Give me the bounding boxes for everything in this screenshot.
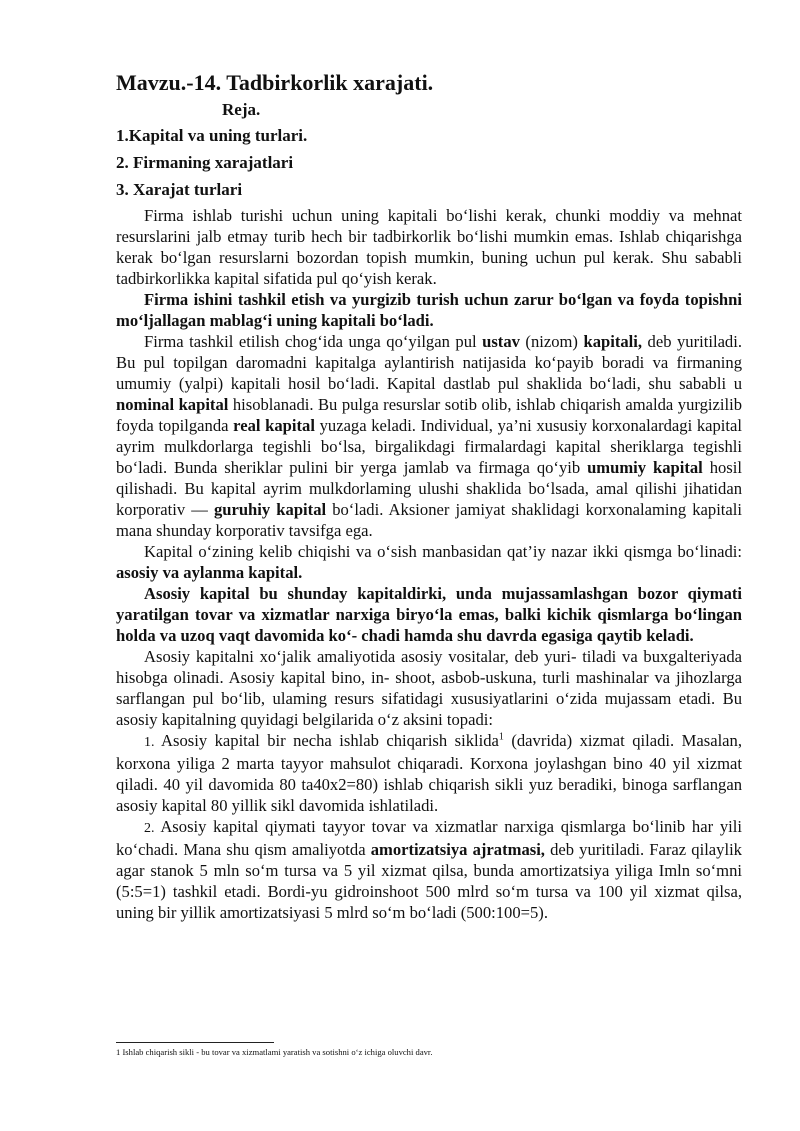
list-number-2: 2.	[144, 821, 155, 836]
definition-text: Firma ishini tashkil etish va yurgizib turish uchun zarur bo‘lgan va foyda topishni mo‘ljallagan mablag‘i uning kapitali bo‘ladi.	[116, 290, 742, 330]
footnote-divider	[116, 1042, 274, 1043]
term-umumiy-kapital: umumiy kapital	[587, 458, 703, 477]
p3-text-1: Firma tashkil etilish chog‘ida unga qo‘yilgan pul	[144, 332, 483, 351]
term-real-kapital: real kapital	[233, 416, 315, 435]
paragraph-8	[116, 816, 742, 923]
p8-text-2: deb yuritiladi. Faraz qilaylik agar stanok 5 mln so‘m tursa va 5 yil xizmat qilsa, bunda amortizatsiya yiliga Imln so‘mni (5:5=1) tashkil etadi. Bordi-yu gidroinshoot 500 mlrd so‘m tursa va 100 yil xizmat qilsa, uning bir yillik amortizatsiyasi 5 mlrd so‘m bo‘ladi (500:100=5).	[116, 840, 742, 922]
plan-label: Reja.	[222, 100, 261, 119]
page-title: Mavzu.-14. Tadbirkorlik xarajati.	[116, 70, 434, 95]
paragraph-4	[116, 541, 742, 583]
term-nominal-kapital: nominal kapital	[116, 395, 229, 414]
term-amortizatsiya: amortizatsiya ajratmasi,	[370, 840, 545, 859]
paragraph-5-definition	[116, 583, 742, 646]
p3-text-2: (nizom)	[519, 332, 584, 351]
term-ustav: ustav	[482, 332, 520, 351]
definition-asosiy-kapital: Asosiy kapital bu shunday kapitaldirki, unda mujassamlashgan bozor qiymati yaratilgan tovar va xizmatlar narxiga biryo‘la emas, balki kichik qismlarga bo‘lingan holda va uzoq vaqt davomida ko‘- chadi hamda shu davrda egasiga qaytib keladi.	[116, 584, 742, 645]
paragraph-1: Firma ishlab turishi uchun uning kapitali bo‘lishi kerak, chunki moddiy va mehnat resurslarini jalb etmay turib hech bir tadbirkorlik bo‘lishi mumkin emas. Ishlab chiqarishga kerak bo‘lgan resurslarni bozordan topish mumkin, buning uchun pul kerak. Shu sababli tadbirkorlikka kapital sifatida pul qo‘yish kerak.	[116, 206, 742, 288]
p3-text-7: bo‘ladi. Aksioner jamiyat shaklidagi korxonalaming kapitali mana shunday korporativ tavsifga ega.	[116, 500, 743, 540]
term-kapitali: kapitali,	[583, 332, 643, 351]
p8-text-1: Asosiy kapital qiymati tayyor tovar va xizmatlar narxiga qismlarga bo‘linib har yili ko‘chadi. Mana shu qism amaliyotda	[116, 817, 742, 859]
paragraph-7	[116, 730, 742, 816]
term-guruhiy-kapital: guruhiy kapital	[213, 500, 327, 519]
p4-text-1: Kapital o‘zining kelib chiqishi va o‘sish manbasidan qat’iy nazar ikki qismga bo‘linadi:	[144, 542, 742, 561]
plan-item-2: 2. Firmaning xarajatlari	[116, 153, 294, 172]
p3-text-6: hosil qilishadi. Bu kapital ayrim mulkdorlaming ulushi shaklida bo‘lsada, amal qilishi jihatidan korporativ —	[116, 458, 742, 519]
paragraph-3	[116, 331, 742, 541]
plan-item-3: 3. Xarajat turlari	[116, 180, 243, 199]
p3-text-4: hisoblanadi. Bu pulga resurslar sotib olib, ishlab chiqarish amalda yurgizilib foyda topilganda	[116, 395, 742, 435]
plan-item-1: 1.Kapital va uning turlari.	[116, 126, 308, 145]
footnote: 1 Ishlab chiqarish sikli - bu tovar va xizmatlami yaratish va sotishni o‘z ichiga oluvchi davr.	[116, 1047, 433, 1057]
p7-text-2: (davrida) xizmat qiladi. Masalan, korxona yiliga 2 marta tayyor mahsulot chiqaradi. Korxona joylashgan bino 40 yil xizmat qiladi. 40 yil davomida 80 ta40x2=80) ishlab chiqarish sikli yuz beradiki, binoga sarflangan asosiy kapital 80 yillik sikl davomida ishlatiladi.	[116, 731, 742, 815]
document-page	[116, 68, 742, 923]
p3-text-3: deb yuritiladi. Bu pul topilgan daromadni kapitalga aylantirish natijasida ko‘payib boradi va firmaning umumiy (yalpi) kapitali hosil bo‘ladi. Kapital dastlab pul shaklida bo‘ladi, shu sababli u	[116, 332, 742, 393]
term-asosiy-aylanma: asosiy va aylanma kapital.	[116, 563, 303, 582]
list-number-1: 1.	[144, 735, 155, 750]
paragraph-6: Asosiy kapitalni xo‘jalik amaliyotida asosiy vositalar, deb yuri- tiladi va buxgalteriyada hisobga olinadi. Asosiy kapital bino, in- shoot, asbob-uskuna, turli mashinalar va jihozlarga sarflangan pul bo‘lib, ulaming resurs sifatidagi xususiyatlarini o‘zida mujassam etadi. Bu asosiy kapitalning quyidagi belgilarida o‘z aksini topadi:	[116, 647, 742, 729]
paragraph-2-definition	[116, 289, 742, 331]
p3-text-5: yuzaga keladi. Individual, ya’ni xususiy korxonalardagi kapital ayrim mulkdorlarga tegishli bo‘lsa, birgalikdagi firmalardagi kapital sheriklarga tegishli bo‘ladi. Bunda sheriklar pulini bir yerga jamlab va firmaga qo‘yib	[116, 416, 742, 477]
p7-text-1: Asosiy kapital bir necha ishlab chiqarish siklida	[154, 731, 499, 750]
footnote-ref[interactable]: 1	[498, 731, 504, 743]
